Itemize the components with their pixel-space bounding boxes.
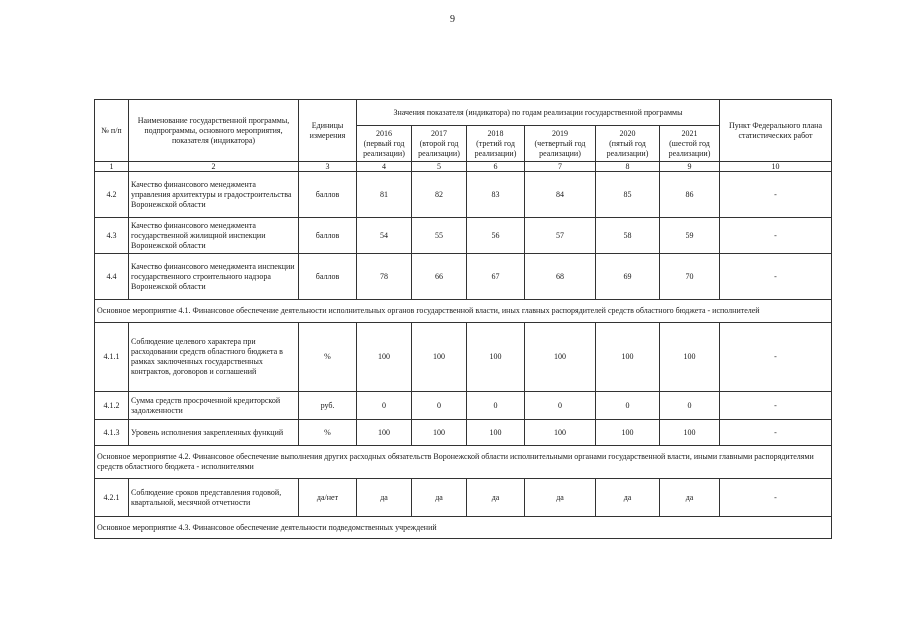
row-value: 67 bbox=[467, 254, 525, 300]
row-value: 100 bbox=[357, 323, 412, 392]
row-value: 66 bbox=[412, 254, 467, 300]
row-value: 100 bbox=[412, 323, 467, 392]
row-num: 4.4 bbox=[95, 254, 129, 300]
row-value: 0 bbox=[596, 392, 660, 420]
section-title: Основное мероприятие 4.1. Финансовое обеспечение деятельности исполнительных органов государственной власти, иных главных распорядителей средств областного бюджета - исполнителей bbox=[95, 300, 832, 323]
row-value: да bbox=[357, 479, 412, 517]
section-row bbox=[95, 446, 832, 479]
row-value: 70 bbox=[660, 254, 720, 300]
row-unit: % bbox=[299, 420, 357, 446]
header-num: № п/п bbox=[95, 100, 129, 162]
row-num: 4.3 bbox=[95, 218, 129, 254]
column-number: 10 bbox=[720, 162, 832, 172]
row-fed: - bbox=[720, 323, 832, 392]
row-unit: баллов bbox=[299, 172, 357, 218]
header-year: 2020 (пятый год реализации) bbox=[596, 126, 660, 162]
row-num: 4.2.1 bbox=[95, 479, 129, 517]
row-value: 0 bbox=[357, 392, 412, 420]
row-unit: % bbox=[299, 323, 357, 392]
row-value: 57 bbox=[525, 218, 596, 254]
row-value: 68 bbox=[525, 254, 596, 300]
column-number: 9 bbox=[660, 162, 720, 172]
table-row bbox=[95, 172, 832, 218]
row-unit: баллов bbox=[299, 218, 357, 254]
row-name: Качество финансового менеджмента инспекции государственного строительного надзора Воронежской области bbox=[129, 254, 299, 300]
row-value: да bbox=[660, 479, 720, 517]
header-name: Наименование государственной программы, подпрограммы, основного мероприятия, показателя (индикатора) bbox=[129, 100, 299, 162]
row-value: 100 bbox=[660, 420, 720, 446]
row-value: да bbox=[596, 479, 660, 517]
row-fed: - bbox=[720, 479, 832, 517]
column-number: 6 bbox=[467, 162, 525, 172]
row-unit: баллов bbox=[299, 254, 357, 300]
row-value: 78 bbox=[357, 254, 412, 300]
row-value: 100 bbox=[412, 420, 467, 446]
row-fed: - bbox=[720, 218, 832, 254]
header-year: 2018 (третий год реализации) bbox=[467, 126, 525, 162]
column-number: 4 bbox=[357, 162, 412, 172]
row-value: 59 bbox=[660, 218, 720, 254]
column-number: 3 bbox=[299, 162, 357, 172]
column-number: 7 bbox=[525, 162, 596, 172]
row-value: 0 bbox=[412, 392, 467, 420]
row-value: да bbox=[525, 479, 596, 517]
header-year: 2017 (второй год реализации) bbox=[412, 126, 467, 162]
row-name: Качество финансового менеджмента государственной жилищной инспекции Воронежской области bbox=[129, 218, 299, 254]
table-row bbox=[95, 420, 832, 446]
indicator-table bbox=[94, 99, 832, 539]
table-row bbox=[95, 392, 832, 420]
row-value: 81 bbox=[357, 172, 412, 218]
row-value: да bbox=[467, 479, 525, 517]
column-number: 8 bbox=[596, 162, 660, 172]
row-value: 0 bbox=[525, 392, 596, 420]
header-year: 2016 (первый год реализации) bbox=[357, 126, 412, 162]
row-value: 85 bbox=[596, 172, 660, 218]
row-value: 100 bbox=[467, 420, 525, 446]
row-value: 82 bbox=[412, 172, 467, 218]
row-value: 100 bbox=[467, 323, 525, 392]
row-name: Соблюдение целевого характера при расходовании средств областного бюджета в рамках заключенных государственных контрактов, договоров и соглашений bbox=[129, 323, 299, 392]
row-value: 0 bbox=[660, 392, 720, 420]
row-value: 84 bbox=[525, 172, 596, 218]
row-value: да bbox=[412, 479, 467, 517]
row-fed: - bbox=[720, 392, 832, 420]
table-row bbox=[95, 479, 832, 517]
header-fed: Пункт Федерального плана статистических работ bbox=[720, 100, 832, 162]
section-row bbox=[95, 300, 832, 323]
header-values: Значения показателя (индикатора) по годам реализации государственной программы bbox=[357, 100, 720, 126]
row-fed: - bbox=[720, 254, 832, 300]
row-unit: руб. bbox=[299, 392, 357, 420]
row-value: 56 bbox=[467, 218, 525, 254]
header-row bbox=[95, 100, 832, 126]
row-name: Качество финансового менеджмента управления архитектуры и градостроительства Воронежской области bbox=[129, 172, 299, 218]
table-row bbox=[95, 254, 832, 300]
row-value: 55 bbox=[412, 218, 467, 254]
section-row bbox=[95, 517, 832, 539]
row-num: 4.2 bbox=[95, 172, 129, 218]
column-number: 1 bbox=[95, 162, 129, 172]
row-value: 100 bbox=[596, 420, 660, 446]
row-value: 100 bbox=[660, 323, 720, 392]
row-fed: - bbox=[720, 172, 832, 218]
row-name: Соблюдение сроков представления годовой, квартальной, месячной отчетности bbox=[129, 479, 299, 517]
row-value: 69 bbox=[596, 254, 660, 300]
column-numbers-row bbox=[95, 162, 832, 172]
row-value: 0 bbox=[467, 392, 525, 420]
row-value: 100 bbox=[357, 420, 412, 446]
column-number: 5 bbox=[412, 162, 467, 172]
section-title: Основное мероприятие 4.2. Финансовое обеспечение выполнения других расходных обязательств Воронежской области исполнительными органами государственной власти, иными главными распорядителями средств областного бюджета - исполнителями bbox=[95, 446, 832, 479]
header-year: 2019 (четвертый год реализации) bbox=[525, 126, 596, 162]
row-value: 100 bbox=[525, 323, 596, 392]
row-unit: да/нет bbox=[299, 479, 357, 517]
table-row bbox=[95, 323, 832, 392]
header-unit: Единицы измерения bbox=[299, 100, 357, 162]
row-num: 4.1.2 bbox=[95, 392, 129, 420]
section-title: Основное мероприятие 4.3. Финансовое обеспечение деятельности подведомственных учреждений bbox=[95, 517, 832, 539]
row-num: 4.1.1 bbox=[95, 323, 129, 392]
row-fed: - bbox=[720, 420, 832, 446]
row-name: Уровень исполнения закрепленных функций bbox=[129, 420, 299, 446]
header-year: 2021 (шестой год реализации) bbox=[660, 126, 720, 162]
row-name: Сумма средств просроченной кредиторской задолженности bbox=[129, 392, 299, 420]
column-number: 2 bbox=[129, 162, 299, 172]
page-number: 9 bbox=[450, 14, 455, 25]
row-value: 58 bbox=[596, 218, 660, 254]
row-value: 54 bbox=[357, 218, 412, 254]
row-value: 100 bbox=[525, 420, 596, 446]
row-value: 86 bbox=[660, 172, 720, 218]
row-num: 4.1.3 bbox=[95, 420, 129, 446]
row-value: 100 bbox=[596, 323, 660, 392]
table-row bbox=[95, 218, 832, 254]
row-value: 83 bbox=[467, 172, 525, 218]
